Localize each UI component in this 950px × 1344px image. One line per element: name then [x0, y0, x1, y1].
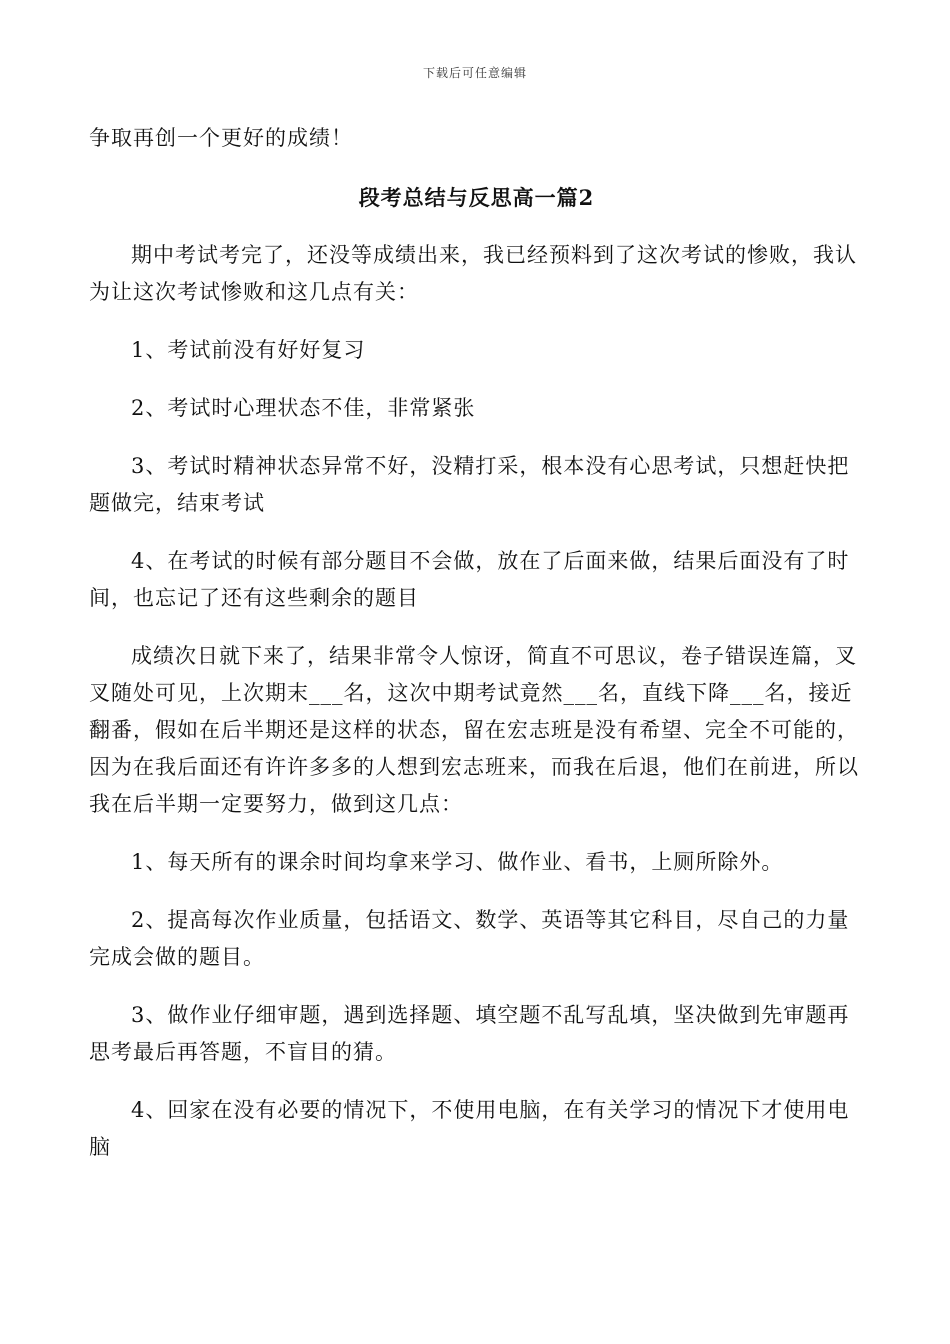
paragraph: 期中考试考完了，还没等成绩出来，我已经预料到了这次考试的惨败，我认为让这次考试惨败和这几点有关： — [89, 243, 857, 304]
paragraph: 成绩次日就下来了，结果非常令人惊讶，简直不可思议，卷子错误连篇，叉叉随处可见，上次期末___名，这次中期考试竟然___名，直线下降___名，接近翻番，假如在后半期还是这样的状态，留在宏志班是没有希望、完全不可能的，因为在我后面还有许许多多的人想到宏志班来，而我在后退，他们在前进，所以我在后半期一定要努力，做到这几点： — [89, 644, 859, 816]
list-item: 1、考试前没有好好复习 — [131, 338, 366, 362]
list-item: 4、在考试的时候有部分题目不会做，放在了后面来做，结果后面没有了时间，也忘记了还有这些剩余的题目 — [89, 549, 850, 610]
list-item: 2、考试时心理状态不佳，非常紧张 — [131, 396, 476, 420]
list-item: 3、考试时精神状态异常不好，没精打采，根本没有心思考试，只想赶快把题做完，结束考试 — [89, 454, 850, 515]
page-header: 下载后可任意编辑 — [422, 66, 527, 80]
section-title: 段考总结与反思高一篇2 — [358, 185, 595, 210]
list-item: 1、每天所有的课余时间均拿来学习、做作业、看书，上厕所除外。 — [131, 850, 784, 874]
document-body — [89, 120, 864, 1166]
list-item: 2、提高每次作业质量，包括语文、数学、英语等其它科目，尽自己的力量完成会做的题目。 — [89, 908, 850, 969]
list-item: 3、做作业仔细审题，遇到选择题、填空题不乱写乱填，坚决做到先审题再思考最后再答题，不盲目的猜。 — [89, 1003, 850, 1064]
lead-sentence: 争取再创一个更好的成绩！ — [89, 126, 353, 150]
list-item: 4、回家在没有必要的情况下，不使用电脑，在有关学习的情况下才使用电脑 — [89, 1098, 850, 1159]
